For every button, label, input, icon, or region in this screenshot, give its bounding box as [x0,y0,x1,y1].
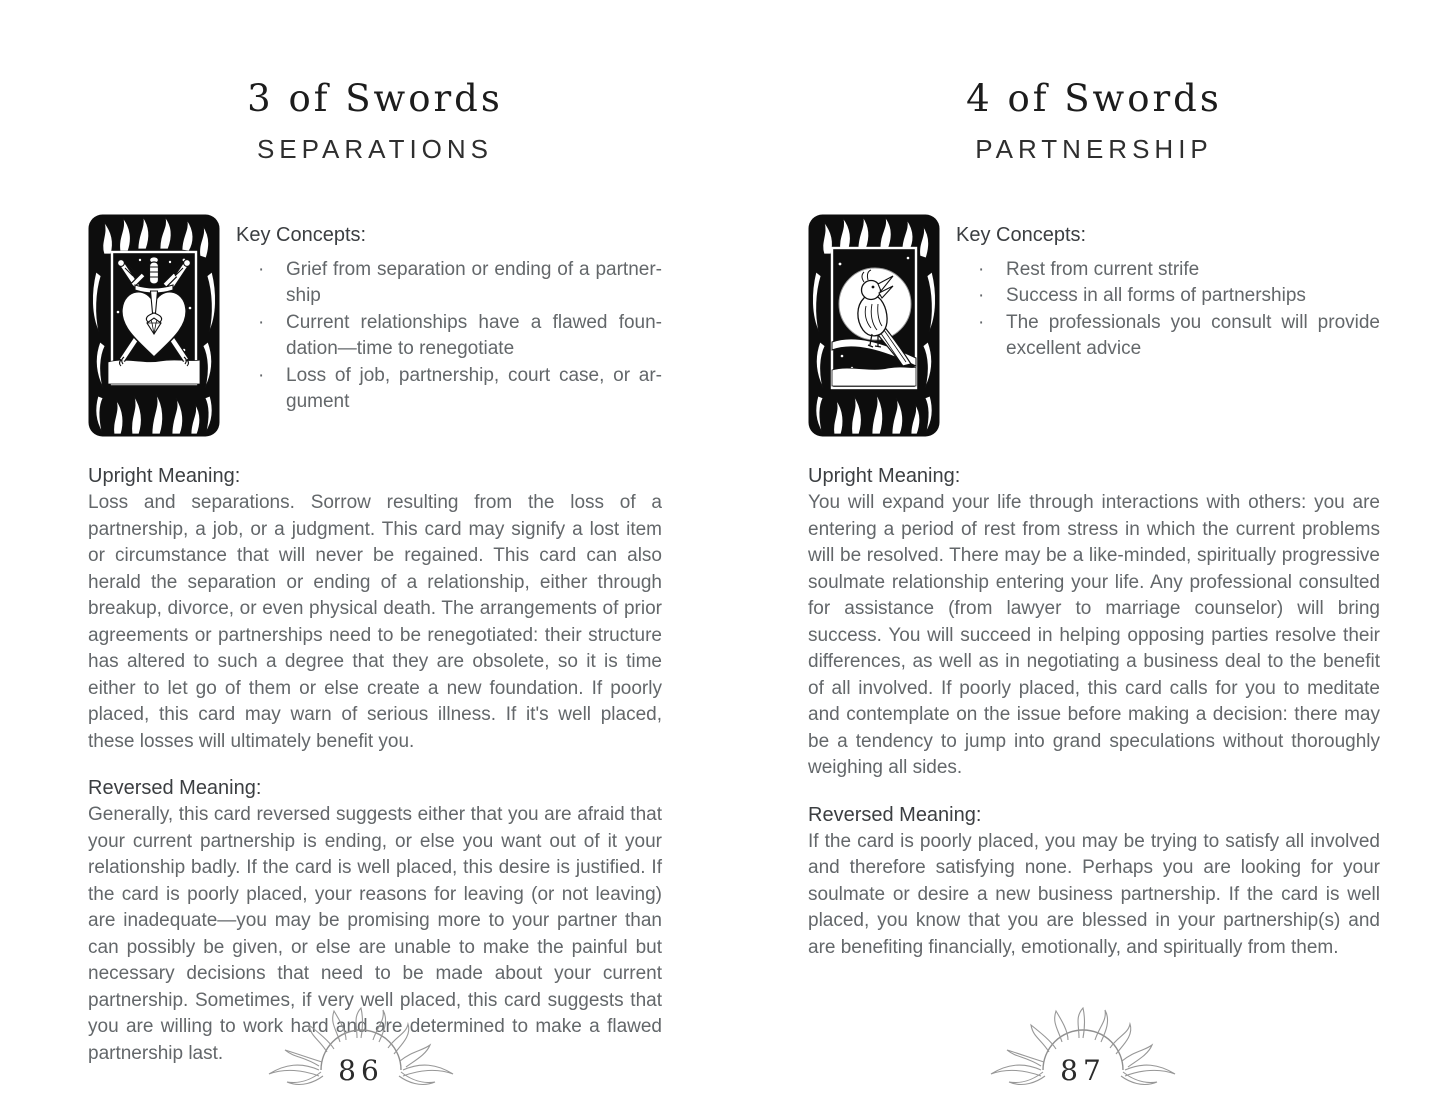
bullet-icon: · [258,259,265,280]
key-concepts-list [236,257,662,415]
page-title: 3 of Swords [247,77,503,120]
bullet-icon: · [978,285,985,307]
bullet-text: Current relationships have a flawed foundation—time to renegotiate [286,311,662,360]
sun-ornament-icon [983,1006,1183,1098]
bullet-icon: · [258,311,265,333]
page-title: 4 of Swords [966,77,1222,120]
page-number: 87 [1060,1054,1106,1087]
list-item [258,257,662,310]
bullet-text: Rest from current strife [1006,259,1200,280]
page-number: 86 [338,1054,384,1087]
page-subtitle: PARTNERSHIP [975,134,1213,164]
card-and-concepts-row [88,214,662,437]
list-item [978,310,1380,363]
page-subtitle: SEPARATIONS [256,134,494,164]
three-of-swords-card-icon [88,214,220,437]
reversed-meaning-text: Generally, this card reversed suggests either that you are afraid that your current partnership is ending, or else you want out of it your relationship badly. If the card is well placed, this desire is justified. If the card is poorly placed, your reasons for leaving (or not leaving) are inadequate—you may be promising more to your partner than can possibly be given, or else are unable to make the painful but necessary decisions that need to be made about your current partnership. Sometimes, if very well placed, this card suggests that you are willing to work hard and are determined to make a flawed partnership last. [88,804,662,1064]
key-concepts-list [956,257,1380,363]
upright-meaning-section [88,463,662,755]
bullet-icon: · [258,364,265,386]
list-item [978,283,1380,309]
page-left [0,0,722,1108]
reversed-meaning-heading: Reversed Meaning: [808,803,982,826]
page-footer [0,1006,722,1098]
key-concepts-heading: Key Concepts: [236,224,367,246]
bullet-icon: · [978,311,985,333]
upright-meaning-heading: Upright Meaning: [88,465,241,487]
bullet-text: Success in all forms of partnerships [1006,285,1306,307]
sun-ornament-icon [261,1006,461,1098]
key-concepts-heading: Key Concepts: [956,224,1087,246]
list-item [258,363,662,416]
page-right [722,0,1444,1108]
bullet-text: Loss of job, partnership, court case, or argument [286,364,662,413]
upright-meaning-text: You will expand your life through interactions with others: you are entering a period of rest from stress in which the current problems will be resolved. There may be a like-minded, spiritually progressive soulmate relationship entering your life. Any professional consulted for assistance (from lawyer to marriage counselor) will bring success. You will succeed in helping opposing parties resolve their differences, as well as in negotiating a business deal to the benefit of all involved. If poorly placed, this card calls for you to meditate and contemplate on the issue before making a decision: there may be a tendency to jump into grand speculations without thoroughly weighing all sides. [808,492,1380,778]
four-of-swords-card-icon [808,214,940,437]
reversed-meaning-heading: Reversed Meaning: [88,777,262,799]
reversed-meaning-section [808,802,1380,962]
list-item [978,257,1380,283]
page-footer [722,1006,1444,1098]
reversed-meaning-text: If the card is poorly placed, you may be trying to satisfy all involved and therefore satisfying none. Perhaps you are looking for your soulmate or desire a new business partnership. If the card is well placed, you know that you are blessed in your partnership(s) and are benefiting financially, emotionally, and spiritually from them. [808,830,1380,958]
key-concepts-block [940,214,1380,437]
upright-meaning-section [808,463,1380,782]
key-concepts-block [220,214,662,437]
bullet-icon: · [978,259,985,280]
bullet-text: The professionals you consult will provide excellent advice [1006,311,1380,360]
list-item [258,310,662,363]
upright-meaning-heading: Upright Meaning: [808,465,961,487]
bullet-text: Grief from separation or ending of a partnership [286,259,662,307]
card-and-concepts-row [808,214,1380,437]
upright-meaning-text: Loss and separations. Sorrow resulting from the loss of a partnership, a job, or a judgment. This card may signify a lost item or circumstance that will never be regained. This card can also herald the separation or ending of a relationship, either through breakup, divorce, or even physical death. The arrangements of prior agreements or partnerships need to be renegotiated: their structure has altered to such a degree that they are obsolete, so it is time either to let go of them or else create a new foundation. If poorly placed, this card may warn of serious illness. If it's well placed, these losses will ultimately benefit you. [88,492,662,752]
